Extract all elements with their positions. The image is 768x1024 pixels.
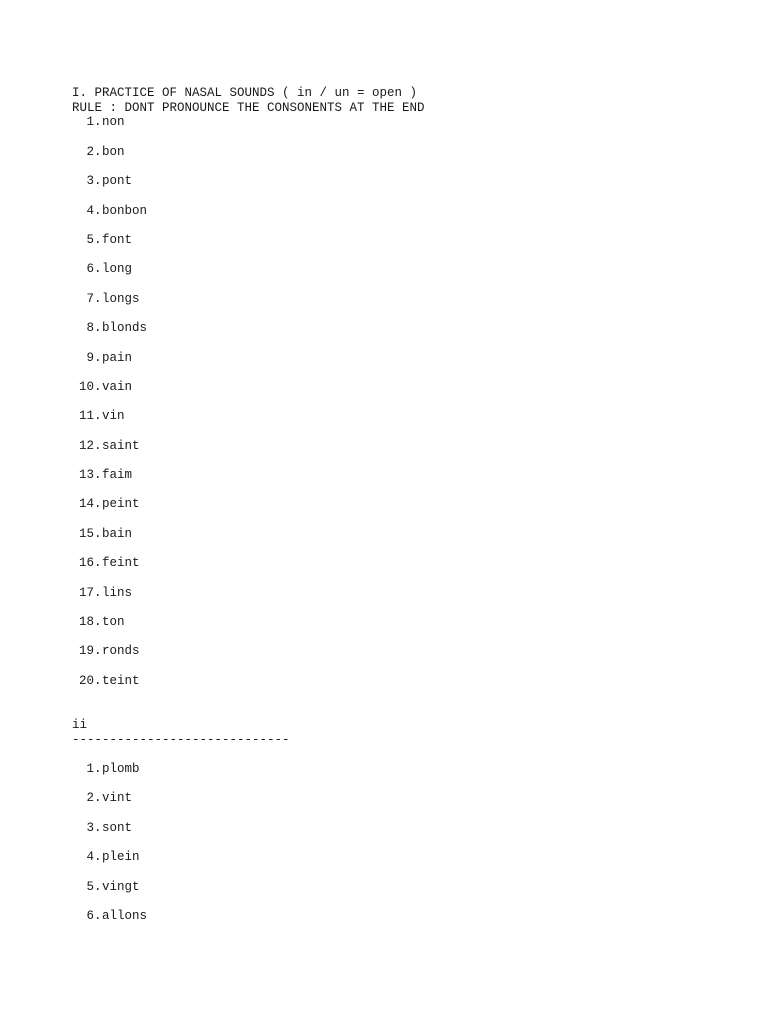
list-item-number-value: 2 — [86, 791, 94, 806]
list-item-word: bonbon — [102, 203, 148, 218]
list-item — [72, 527, 712, 556]
list-item-number — [72, 468, 102, 483]
list-item-word: longs — [102, 291, 140, 306]
list-item — [72, 880, 712, 909]
section1-rule: RULE : DONT PRONOUNCE THE CONSONENTS AT THE END — [72, 100, 425, 115]
list-item-number — [72, 791, 102, 806]
list-item — [72, 909, 712, 938]
list-item-number — [72, 674, 102, 689]
section-spacer — [72, 703, 712, 718]
list-item-word: vain — [102, 379, 133, 394]
list-item-number-value: 1 — [86, 761, 94, 776]
list-item-number — [72, 321, 102, 336]
list-item-number-value: 11 — [78, 409, 94, 424]
list-item-number-value: 4 — [86, 203, 94, 218]
list-item-number-dot: . — [94, 438, 102, 453]
list-item-word: lins — [102, 585, 133, 600]
list-item-number-dot: . — [94, 791, 102, 806]
list-item — [72, 409, 712, 438]
list-item-number-value: 20 — [78, 673, 94, 688]
list-item — [72, 115, 712, 144]
list-item — [72, 233, 712, 262]
list-item-number — [72, 204, 102, 219]
list-item-number-dot: . — [94, 761, 102, 776]
list-item-number-dot: . — [94, 379, 102, 394]
list-item-number — [72, 615, 102, 630]
list-item-word: faim — [102, 468, 133, 483]
list-item-number — [72, 115, 102, 130]
list-item — [72, 850, 712, 879]
list-item-word: sont — [102, 820, 133, 835]
list-item-number-dot: . — [94, 820, 102, 835]
list-item — [72, 615, 712, 644]
section2-divider: ----------------------------- — [72, 732, 290, 747]
list-item — [72, 586, 712, 615]
list-item-number — [72, 497, 102, 512]
list-item-number-value: 5 — [86, 879, 94, 894]
list-item-number-dot: . — [94, 115, 102, 130]
list-item-number-dot: . — [94, 497, 102, 512]
list-item-number-dot: . — [94, 644, 102, 659]
list-item-number-value: 5 — [86, 232, 94, 247]
list-item-number — [72, 821, 102, 836]
section1-word-list — [72, 115, 712, 703]
list-item-number — [72, 292, 102, 307]
list-item-number-dot: . — [94, 232, 102, 247]
list-item-word: teint — [102, 673, 140, 688]
list-item — [72, 262, 712, 291]
list-item-number-value: 18 — [78, 615, 94, 630]
list-item-number-value: 13 — [78, 468, 94, 483]
list-item — [72, 292, 712, 321]
list-item — [72, 556, 712, 585]
list-item-word: ton — [102, 615, 125, 630]
list-item-number-value: 7 — [86, 291, 94, 306]
list-item-number-dot: . — [94, 468, 102, 483]
section2-heading: ii — [72, 717, 88, 732]
list-item-word: peint — [102, 497, 140, 512]
list-item-number-value: 10 — [78, 379, 94, 394]
list-item-word: blonds — [102, 321, 148, 336]
list-item-word: font — [102, 232, 133, 247]
list-item-number-dot: . — [94, 556, 102, 571]
list-item-number-value: 15 — [78, 526, 94, 541]
section2-word-list — [72, 762, 712, 938]
list-item-number-dot: . — [94, 262, 102, 277]
list-item-number-dot: . — [94, 908, 102, 923]
list-item — [72, 204, 712, 233]
list-item — [72, 762, 712, 791]
list-item-number — [72, 880, 102, 895]
list-item-number-dot: . — [94, 615, 102, 630]
list-item-number-value: 3 — [86, 820, 94, 835]
list-item-number-dot: . — [94, 174, 102, 189]
list-item-number-value: 1 — [86, 115, 94, 130]
list-item-word: plein — [102, 850, 140, 865]
list-item-number-value: 19 — [78, 644, 94, 659]
list-item-number-value: 2 — [86, 144, 94, 159]
list-item-number — [72, 586, 102, 601]
list-item-number-value: 16 — [78, 556, 94, 571]
list-item-number-value: 8 — [86, 321, 94, 336]
list-item-word: vint — [102, 791, 133, 806]
list-item-number-dot: . — [94, 203, 102, 218]
list-item-number-dot: . — [94, 350, 102, 365]
list-item — [72, 174, 712, 203]
list-item-number — [72, 380, 102, 395]
list-item-number — [72, 233, 102, 248]
list-item-word: allons — [102, 908, 148, 923]
list-item-word: bon — [102, 144, 125, 159]
list-item-number-dot: . — [94, 879, 102, 894]
list-item-number-dot: . — [94, 526, 102, 541]
list-item-number-value: 9 — [86, 350, 94, 365]
list-item-word: plomb — [102, 761, 140, 776]
list-item-number — [72, 556, 102, 571]
document-page — [72, 86, 712, 938]
list-item — [72, 351, 712, 380]
section1-heading: I. PRACTICE OF NASAL SOUNDS ( in / un = open ) — [72, 86, 418, 100]
list-item-number — [72, 439, 102, 454]
divider-spacer — [72, 747, 712, 762]
list-item — [72, 468, 712, 497]
list-item-number — [72, 909, 102, 924]
list-item-number-value: 6 — [86, 262, 94, 277]
list-item-number-dot: . — [94, 409, 102, 424]
list-item-number — [72, 409, 102, 424]
list-item-number-value: 4 — [86, 850, 94, 865]
list-item-number-dot: . — [94, 144, 102, 159]
list-item-word: saint — [102, 438, 140, 453]
list-item-word: ronds — [102, 644, 140, 659]
list-item — [72, 644, 712, 673]
list-item-number-dot: . — [94, 673, 102, 688]
list-item-number-value: 17 — [78, 585, 94, 600]
list-item — [72, 674, 712, 703]
list-item-number-value: 12 — [78, 438, 94, 453]
list-item-number-dot: . — [94, 850, 102, 865]
list-item — [72, 145, 712, 174]
list-item-word: non — [102, 115, 125, 130]
list-item-number-value: 6 — [86, 908, 94, 923]
list-item-number — [72, 762, 102, 777]
list-item — [72, 821, 712, 850]
list-item-number-dot: . — [94, 291, 102, 306]
list-item — [72, 497, 712, 526]
list-item-word: bain — [102, 526, 133, 541]
list-item-number — [72, 174, 102, 189]
list-item-word: feint — [102, 556, 140, 571]
list-item — [72, 791, 712, 820]
list-item-word: vingt — [102, 879, 140, 894]
list-item-number — [72, 145, 102, 160]
list-item — [72, 439, 712, 468]
list-item — [72, 380, 712, 409]
list-item-number — [72, 262, 102, 277]
list-item-number-value: 3 — [86, 174, 94, 189]
list-item-number — [72, 351, 102, 366]
list-item-word: pain — [102, 350, 133, 365]
list-item-number-dot: . — [94, 321, 102, 336]
list-item-word: pont — [102, 174, 133, 189]
list-item-number — [72, 644, 102, 659]
list-item — [72, 321, 712, 350]
list-item-word: long — [102, 262, 133, 277]
list-item-number-value: 14 — [78, 497, 94, 512]
list-item-number — [72, 850, 102, 865]
list-item-number — [72, 527, 102, 542]
list-item-number-dot: . — [94, 585, 102, 600]
list-item-word: vin — [102, 409, 125, 424]
